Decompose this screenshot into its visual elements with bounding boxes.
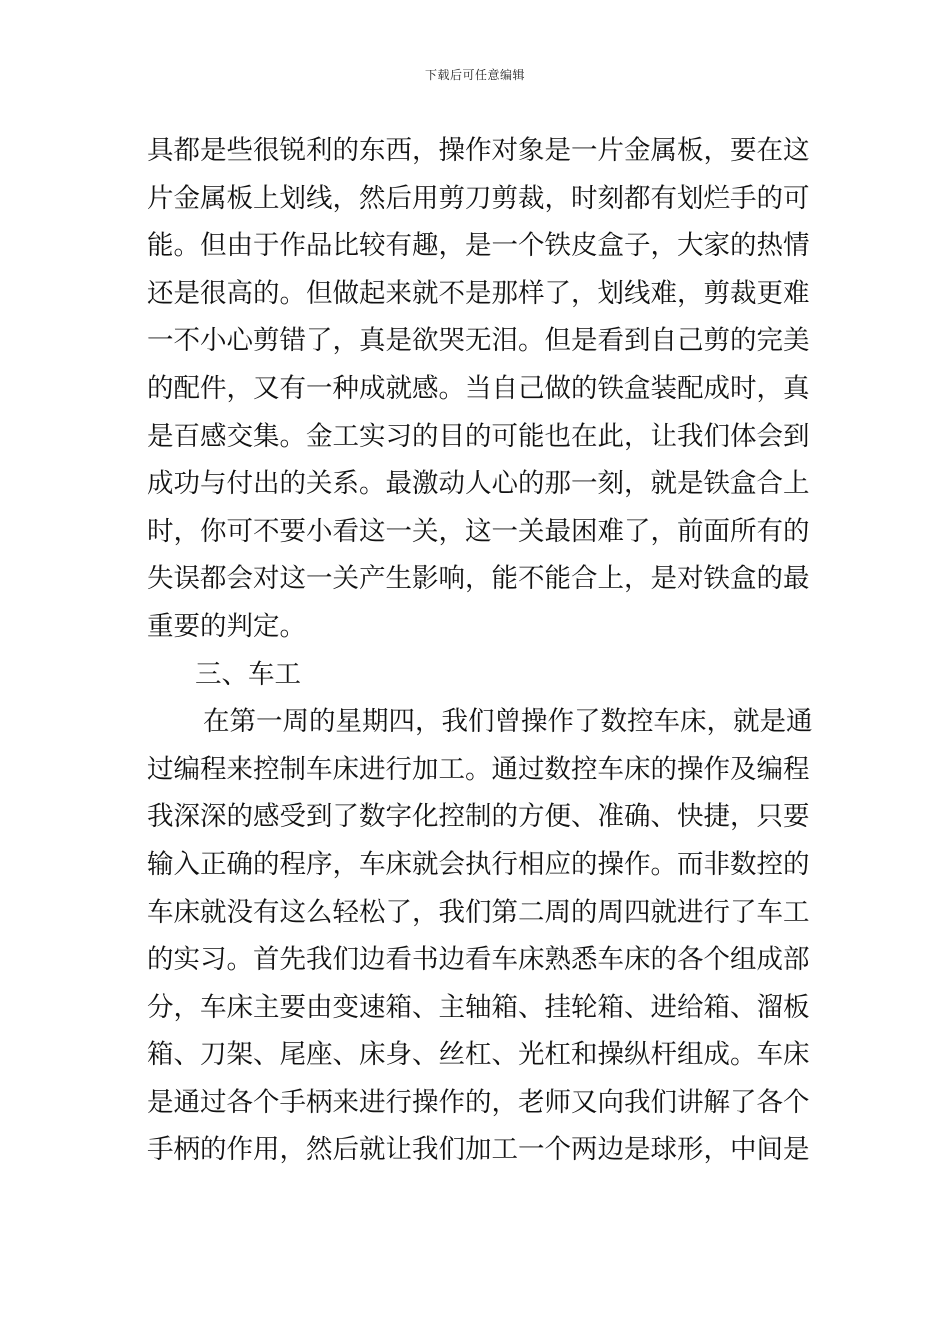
- paragraph-line: 成功与付出的关系。最激动人心的那一刻，就是铁盒合上: [147, 468, 810, 500]
- paragraph-line: 具都是些很锐利的东西，操作对象是一片金属板，要在这: [147, 135, 810, 166]
- page-header: 下载后可任意编辑: [424, 68, 525, 82]
- paragraph-line: 是百感交集。金工实习的目的可能也在此，让我们体会到: [147, 420, 810, 452]
- paragraph-line: 重要的判定。: [147, 610, 306, 642]
- paragraph-line: 是通过各个手柄来进行操作的，老师又向我们讲解了各个: [147, 1086, 810, 1118]
- section-heading: 三、车工: [195, 658, 301, 690]
- paragraph-line: 箱、刀架、尾座、床身、丝杠、光杠和操纵杆组成。车床: [147, 1039, 810, 1071]
- paragraph-line: 分，车床主要由变速箱、主轴箱、挂轮箱、进给箱、溜板: [147, 991, 810, 1023]
- paragraph-line: 我深深的感受到了数字化控制的方便、准确、快捷，只要: [147, 801, 810, 833]
- paragraph-line: 时，你可不要小看这一关，这一关最困难了，前面所有的: [147, 515, 810, 547]
- paragraph-line: 一不小心剪错了，真是欲哭无泪。但是看到自己剪的完美: [147, 325, 810, 357]
- paragraph-line: 失误都会对这一关产生影响，能不能合上，是对铁盒的最: [147, 563, 810, 595]
- paragraph-line: 的配件，又有一种成就感。当自己做的铁盒装配成时，真: [147, 372, 810, 404]
- paragraph-line: 片金属板上划线，然后用剪刀剪裁，时刻都有划烂手的可: [147, 182, 810, 214]
- paragraph-line: 过编程来控制车床进行加工。通过数控车床的操作及编程: [147, 753, 810, 785]
- paragraph-line: 手柄的作用，然后就让我们加工一个两边是球形，中间是: [147, 1134, 810, 1166]
- paragraph-line: 输入正确的程序，车床就会执行相应的操作。而非数控的: [147, 848, 810, 880]
- paragraph-line: 能。但由于作品比较有趣，是一个铁皮盒子，大家的热情: [147, 230, 810, 262]
- paragraph-line: 的实习。首先我们边看书边看车床熟悉车床的各个组成部: [147, 944, 810, 976]
- paragraph-line: 车床就没有这么轻松了，我们第二周的周四就进行了车工: [147, 896, 810, 928]
- paragraph-line: 在第一周的星期四，我们曾操作了数控车床，就是通: [203, 706, 813, 738]
- document-body: [147, 127, 813, 1174]
- paragraph-line: 还是很高的。但做起来就不是那样了，划线难，剪裁更难: [147, 277, 810, 309]
